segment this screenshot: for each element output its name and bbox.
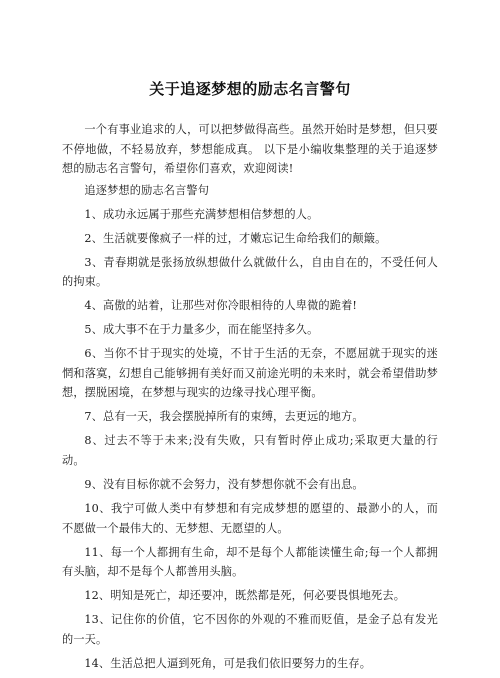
quote-paragraph: 5、成大事不在于力量多少，而在能坚持多久。 <box>84 323 319 337</box>
quote-paragraph: 14、生活总把人逼到死角，可是我们依旧要努力的生存。 <box>84 656 372 670</box>
quote-paragraph: 2、生活就要像疯子一样的过，才嫩忘记生命给我们的颠簸。 <box>84 231 387 245</box>
quote-paragraph: 1、成功永远属于那些充满梦想相信梦想的人。 <box>84 207 319 221</box>
quote-paragraph: 7、总有一天，我会摆脱掉所有的束缚，去更远的地方。 <box>84 410 364 424</box>
document-body <box>62 120 438 678</box>
quote-paragraph: 8、过去不等于未来;没有失败，只有暂时停止成功;采取更大量的行动。 <box>62 434 438 468</box>
intro-paragraph: 一个有事业追求的人，可以把梦做得高些。虽然开始时是梦想，但只要不停地做，不轻易放弃，梦想能成真。 以下是小编收集整理的关于追逐梦想的励志名言警句，希望你们喜欢，欢迎阅读! <box>62 123 438 176</box>
quote-paragraph: 4、高傲的站着，让那些对你冷眼相待的人卑微的跪着! <box>84 299 358 313</box>
page-title: 关于追逐梦想的励志名言警句 <box>149 80 351 98</box>
section-heading: 追逐梦想的励志名言警句 <box>84 183 210 197</box>
quote-paragraph: 10、我宁可做人类中有梦想和有完成梦想的愿望的、最渺小的人，而不愿做一个最伟大的、无梦想、无愿望的人。 <box>62 502 438 535</box>
quote-paragraph: 12、明知是死亡，却还要冲，既然都是死，何必要畏惧地死去。 <box>84 589 406 603</box>
quote-paragraph: 11、每一个人都拥有生命，却不是每个人都能读懂生命;每一个人都拥有头脑，却不是每个人都善用头脑。 <box>62 545 438 579</box>
quote-paragraph: 13、记住你的价值，它不因你的外观的不雅而贬值，是金子总有发光的一天。 <box>62 613 438 646</box>
quote-paragraph: 6、当你不甘于现实的处境，不甘于生活的无奈，不愿屈就于现实的迷惘和落寞，幻想自己能够拥有美好而又前途光明的未来时，就会希望借助梦想，摆脱困境，在梦想与现实的边缘寻找心理平衡。 <box>62 347 438 400</box>
quote-paragraph: 9、没有目标你就不会努力，没有梦想你就不会有出息。 <box>84 478 364 492</box>
quote-paragraph: 3、青春期就是张扬放纵想做什么就做什么，自由自在的，不受任何人的拘束。 <box>62 255 438 289</box>
